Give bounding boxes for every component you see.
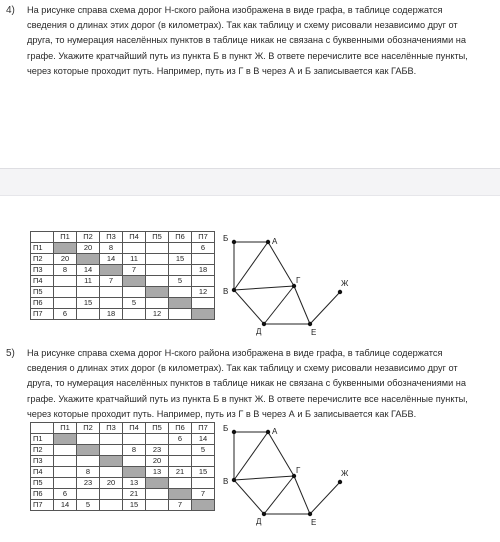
row-header: П6 <box>31 489 54 500</box>
road-graph <box>220 232 350 337</box>
label-a: А <box>272 427 278 436</box>
column-header: П2 <box>77 423 100 434</box>
table-cell <box>54 243 77 254</box>
row-header: П3 <box>31 265 54 276</box>
node-e <box>308 512 312 516</box>
task-text-line: сведения о длинах этих дорог (в километрах). Так как таблицу и схему рисовали независимо друг от <box>27 20 458 31</box>
table-cell: 21 <box>169 467 192 478</box>
table-cell <box>146 489 169 500</box>
graph-edges <box>234 242 340 324</box>
table-row <box>31 467 215 478</box>
table-cell <box>100 500 123 511</box>
task-text <box>27 346 495 422</box>
table-row <box>31 276 215 287</box>
table-cell <box>146 276 169 287</box>
row-header: П6 <box>31 298 54 309</box>
table-cell: 7 <box>100 276 123 287</box>
road-graph <box>220 422 350 527</box>
table-cell <box>146 478 169 489</box>
table-cell: 20 <box>54 254 77 265</box>
task-text-line: через которые проходит путь. Например, путь из Г в В через А и Б записывается как ГАБВ. <box>27 408 417 419</box>
table-cell <box>192 254 215 265</box>
table-cell <box>100 434 123 445</box>
table-cell: 13 <box>146 467 169 478</box>
row-header: П5 <box>31 287 54 298</box>
table-cell <box>169 287 192 298</box>
table-cell <box>123 309 146 320</box>
column-header: П3 <box>100 423 123 434</box>
section-divider <box>0 168 500 196</box>
table-row <box>31 243 215 254</box>
task-text <box>27 3 495 79</box>
table-cell <box>146 265 169 276</box>
table-cell: 8 <box>123 445 146 456</box>
row-header: П2 <box>31 445 54 456</box>
table-cell: 8 <box>54 265 77 276</box>
table-cell: 5 <box>192 445 215 456</box>
table-row <box>31 478 215 489</box>
label-g: Г <box>296 466 301 475</box>
table-cell <box>169 445 192 456</box>
table-cell <box>54 445 77 456</box>
table-cell <box>192 478 215 489</box>
table-cell <box>54 298 77 309</box>
table-cell: 14 <box>77 265 100 276</box>
node-b <box>232 240 236 244</box>
column-header <box>31 423 54 434</box>
column-header: П3 <box>100 232 123 243</box>
row-header: П5 <box>31 478 54 489</box>
row-header: П3 <box>31 456 54 467</box>
table-cell: 18 <box>192 265 215 276</box>
column-header: П5 <box>146 232 169 243</box>
table-row <box>31 456 215 467</box>
table-cell <box>146 243 169 254</box>
node-zh <box>338 290 342 294</box>
label-e: Е <box>311 328 317 337</box>
table-cell: 14 <box>54 500 77 511</box>
row-header: П1 <box>31 243 54 254</box>
table-row <box>31 445 215 456</box>
table-cell: 15 <box>123 500 146 511</box>
node-zh <box>338 480 342 484</box>
table-cell <box>169 243 192 254</box>
table-cell: 5 <box>169 276 192 287</box>
table-cell <box>77 456 100 467</box>
table-cell <box>169 489 192 500</box>
label-g: Г <box>296 276 301 285</box>
table-cell <box>169 456 192 467</box>
table-cell <box>146 287 169 298</box>
table-header-row <box>31 423 215 434</box>
table-row <box>31 309 215 320</box>
node-d <box>262 322 266 326</box>
table-cell <box>123 287 146 298</box>
row-header: П1 <box>31 434 54 445</box>
label-b: Б <box>223 234 229 243</box>
node-v <box>232 478 236 482</box>
table-cell <box>123 467 146 478</box>
table-cell <box>123 456 146 467</box>
table-row <box>31 287 215 298</box>
node-a <box>266 430 270 434</box>
table-cell <box>146 500 169 511</box>
table-row <box>31 298 215 309</box>
column-header: П6 <box>169 232 192 243</box>
table-row <box>31 489 215 500</box>
label-a: А <box>272 237 278 246</box>
column-header: П7 <box>192 232 215 243</box>
table-cell: 8 <box>100 243 123 254</box>
row-header: П7 <box>31 309 54 320</box>
table-row <box>31 254 215 265</box>
label-zh: Ж <box>341 279 349 288</box>
table-cell: 15 <box>192 467 215 478</box>
table-cell: 14 <box>100 254 123 265</box>
node-a <box>266 240 270 244</box>
row-header: П4 <box>31 467 54 478</box>
task-text-line: На рисунке справа схема дорог Н-ского района изображена в виде графа, в таблице содержатся <box>27 348 443 358</box>
table-cell <box>54 456 77 467</box>
task-text-line: сведения о длинах этих дорог (в километрах). Так как таблицу и схему рисовали независимо друг от <box>27 363 458 374</box>
label-v: В <box>223 287 229 296</box>
task-text-line: На рисунке справа схема дорог Н-ского района изображена в виде графа, в таблице содержатся <box>27 5 443 15</box>
table-cell <box>169 478 192 489</box>
table-cell <box>123 243 146 254</box>
table-cell: 20 <box>146 456 169 467</box>
table-cell: 23 <box>146 445 169 456</box>
table-cell: 11 <box>123 254 146 265</box>
table-cell: 7 <box>169 500 192 511</box>
task-number: 5) <box>6 348 15 359</box>
table-header-row <box>31 232 215 243</box>
label-e: Е <box>311 518 317 527</box>
table-cell <box>192 276 215 287</box>
table-cell <box>192 500 215 511</box>
graph-nodes <box>232 430 342 516</box>
table-cell: 20 <box>100 478 123 489</box>
node-d <box>262 512 266 516</box>
table-cell <box>54 287 77 298</box>
table-cell <box>146 298 169 309</box>
table-cell: 12 <box>146 309 169 320</box>
table-cell <box>192 298 215 309</box>
table-cell <box>169 265 192 276</box>
column-header: П1 <box>54 232 77 243</box>
column-header: П2 <box>77 232 100 243</box>
table-cell <box>100 298 123 309</box>
node-v <box>232 288 236 292</box>
label-b: Б <box>223 424 229 433</box>
table-row <box>31 265 215 276</box>
column-header: П4 <box>123 423 146 434</box>
table-cell: 6 <box>54 309 77 320</box>
table-cell <box>54 276 77 287</box>
column-header: П4 <box>123 232 146 243</box>
task-text-line: через которые проходит путь. Например, путь из Г в В через А и Б записывается как ГАБВ. <box>27 65 417 76</box>
table-cell: 14 <box>192 434 215 445</box>
table-cell <box>100 445 123 456</box>
task-number: 4) <box>6 5 15 16</box>
table-cell <box>146 434 169 445</box>
table-cell: 23 <box>77 478 100 489</box>
column-header: П6 <box>169 423 192 434</box>
table-cell <box>169 298 192 309</box>
label-d: Д <box>256 517 262 526</box>
table-cell: 5 <box>77 500 100 511</box>
table-cell: 6 <box>192 243 215 254</box>
label-v: В <box>223 477 229 486</box>
table-cell: 6 <box>169 434 192 445</box>
table-cell: 7 <box>192 489 215 500</box>
column-header: П1 <box>54 423 77 434</box>
table-cell <box>100 489 123 500</box>
table-cell <box>169 309 192 320</box>
table-cell <box>54 478 77 489</box>
column-header: П7 <box>192 423 215 434</box>
task-text-line: друга, то нумерация населённых пунктов в таблице никак не связана с буквенными обозначениями на <box>27 35 466 46</box>
table-cell <box>54 434 77 445</box>
table-cell: 6 <box>54 489 77 500</box>
table-cell: 18 <box>100 309 123 320</box>
table-cell <box>54 467 77 478</box>
table-row <box>31 500 215 511</box>
table-cell <box>192 456 215 467</box>
table-row <box>31 434 215 445</box>
table-cell <box>77 287 100 298</box>
row-header: П4 <box>31 276 54 287</box>
table-cell <box>123 434 146 445</box>
task-text-line: графе. Укажите кратчайший путь из пункта Б в пункт Ж. В ответе перечислите все населённые пункты, <box>27 50 468 61</box>
distance-table <box>30 231 215 320</box>
table-cell <box>146 254 169 265</box>
table-cell: 13 <box>123 478 146 489</box>
table-cell: 8 <box>77 467 100 478</box>
row-header: П7 <box>31 500 54 511</box>
label-zh: Ж <box>341 469 349 478</box>
table-cell <box>77 445 100 456</box>
table-cell <box>100 456 123 467</box>
table-cell <box>123 276 146 287</box>
label-d: Д <box>256 327 262 336</box>
graph-nodes <box>232 240 342 326</box>
column-header: П5 <box>146 423 169 434</box>
distance-table <box>30 422 215 511</box>
node-b <box>232 430 236 434</box>
table-cell <box>77 489 100 500</box>
table-cell <box>100 287 123 298</box>
row-header: П2 <box>31 254 54 265</box>
table-cell: 5 <box>123 298 146 309</box>
table-cell <box>77 309 100 320</box>
table-cell <box>100 467 123 478</box>
table-cell <box>77 434 100 445</box>
table-cell <box>192 309 215 320</box>
table-cell: 20 <box>77 243 100 254</box>
table-cell: 15 <box>77 298 100 309</box>
table-cell: 15 <box>169 254 192 265</box>
table-cell: 21 <box>123 489 146 500</box>
task-text-line: друга, то нумерация населённых пунктов в таблице никак не связана с буквенными обозначениями на <box>27 378 466 389</box>
table-cell <box>100 265 123 276</box>
graph-edges <box>234 432 340 514</box>
table-cell: 7 <box>123 265 146 276</box>
node-e <box>308 322 312 326</box>
table-cell: 11 <box>77 276 100 287</box>
task-text-line: графе. Укажите кратчайший путь из пункта Б в пункт Ж. В ответе перечислите все населённые пункты, <box>27 393 468 404</box>
table-cell <box>77 254 100 265</box>
table-cell: 12 <box>192 287 215 298</box>
column-header <box>31 232 54 243</box>
